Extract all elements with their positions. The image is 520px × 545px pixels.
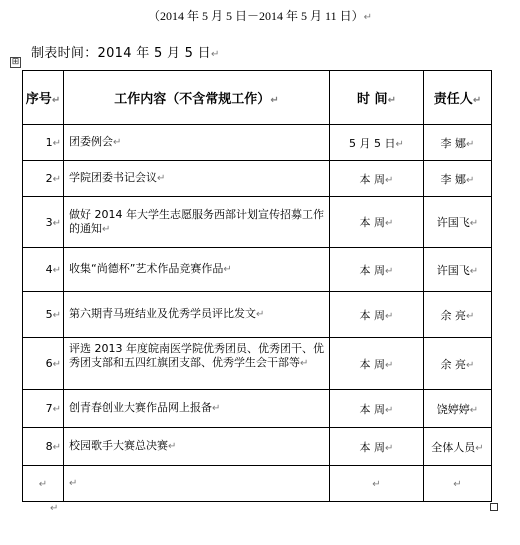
row-owner: 许国飞↵	[424, 248, 492, 292]
row-number: 4↵	[23, 248, 64, 292]
row-owner: 饶婷婷↵	[424, 390, 492, 428]
row-time: 本 周↵	[330, 197, 424, 248]
row-time: 本 周↵	[330, 390, 424, 428]
row-time: 本 周↵	[330, 428, 424, 466]
row-time: 本 周↵	[330, 161, 424, 197]
row-time: ↵	[330, 466, 424, 502]
row-time: 本 周↵	[330, 292, 424, 338]
table-header-row	[23, 71, 492, 125]
table-row	[23, 125, 492, 161]
row-number: 5↵	[23, 292, 64, 338]
paragraph-mark: ↵	[50, 503, 59, 514]
column-header-number: 序号↵	[23, 71, 64, 125]
row-number: 6↵	[23, 338, 64, 390]
table-row	[23, 390, 492, 428]
row-number: ↵	[23, 466, 64, 502]
row-owner: 全体人员↵	[424, 428, 492, 466]
row-time: 5 月 5 日↵	[330, 125, 424, 161]
row-owner: 余 亮↵	[424, 292, 492, 338]
row-content: 做好 2014 年大学生志愿服务西部计划宣传招募工作的通知↵	[64, 197, 330, 248]
column-header-time: 时 间↵	[330, 71, 424, 125]
row-content: 校园歌手大赛总决赛↵	[64, 428, 330, 466]
row-number: 3↵	[23, 197, 64, 248]
row-number: 7↵	[23, 390, 64, 428]
row-content: ↵	[64, 466, 330, 502]
row-owner: 李 娜↵	[424, 161, 492, 197]
table-resize-handle-icon[interactable]	[490, 503, 498, 511]
row-number: 2↵	[23, 161, 64, 197]
table-row	[23, 197, 492, 248]
row-content: 创青春创业大赛作品网上报备↵	[64, 390, 330, 428]
row-owner: 许国飞↵	[424, 197, 492, 248]
table-move-handle-icon[interactable]: ⊞	[11, 57, 20, 67]
row-number: 1↵	[23, 125, 64, 161]
column-header-content: 工作内容（不含常规工作）↵	[64, 71, 330, 125]
row-number: 8↵	[23, 428, 64, 466]
row-content: 评选 2013 年度皖南医学院优秀团员、优秀团干、优秀团支部和五四红旗团支部、优秀学生会干部等↵	[64, 338, 330, 390]
table-row	[23, 248, 492, 292]
table-row	[23, 428, 492, 466]
row-content: 团委例会↵	[64, 125, 330, 161]
row-owner: 余 亮↵	[424, 338, 492, 390]
table-row	[23, 161, 492, 197]
table-row-empty	[23, 466, 492, 502]
table-row	[23, 292, 492, 338]
weekly-work-table	[22, 70, 492, 502]
row-owner: ↵	[424, 466, 492, 502]
date-range-subtitle: （2014 年 5 月 5 日－2014 年 5 月 11 日）↵	[148, 9, 372, 23]
row-content: 第六期青马班结业及优秀学员评比发文↵	[64, 292, 330, 338]
row-time: 本 周↵	[330, 338, 424, 390]
row-owner: 李 娜↵	[424, 125, 492, 161]
row-time: 本 周↵	[330, 248, 424, 292]
table-row	[23, 338, 492, 390]
column-header-owner: 责任人↵	[424, 71, 492, 125]
row-content: 收集“尚德杯”艺术作品竞赛作品↵	[64, 248, 330, 292]
row-content: 学院团委书记会议↵	[64, 161, 330, 197]
made-time-label: 制表时间：2014 年 5 月 5 日↵	[31, 46, 220, 61]
